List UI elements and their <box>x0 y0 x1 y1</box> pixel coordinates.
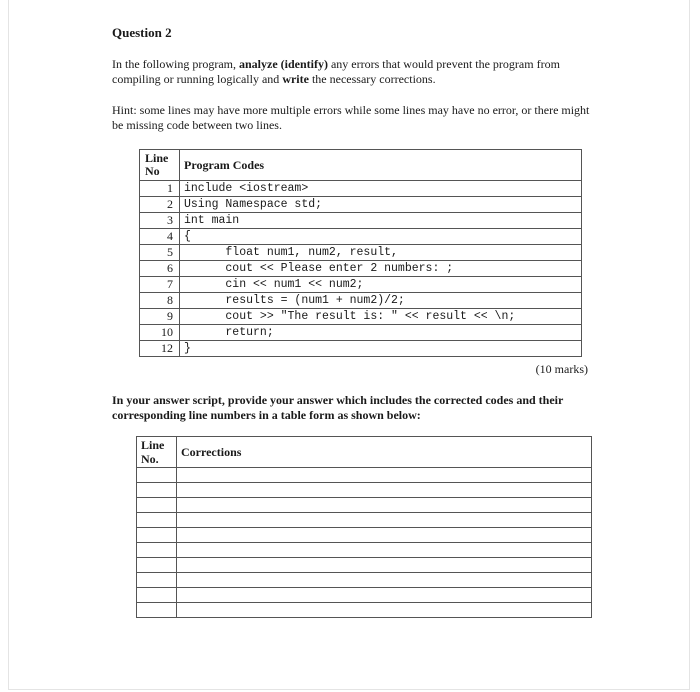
code-line: int main <box>180 213 582 229</box>
answer-line-cell <box>137 543 177 558</box>
answer-blank-row <box>137 528 592 543</box>
instr-write: write <box>282 72 309 86</box>
code-row <box>140 181 582 197</box>
line-number: 12 <box>140 341 180 357</box>
answer-blank-row <box>137 543 592 558</box>
code-row <box>140 229 582 245</box>
header-line-no: Line No. <box>137 437 177 468</box>
answer-line-cell <box>137 573 177 588</box>
code-table-header <box>140 150 582 181</box>
line-number: 8 <box>140 293 180 309</box>
answer-line-cell <box>137 603 177 618</box>
answer-correction-cell <box>177 603 592 618</box>
answer-blank-row <box>137 498 592 513</box>
answer-correction-cell <box>177 543 592 558</box>
answer-correction-cell <box>177 498 592 513</box>
code-row <box>140 245 582 261</box>
code-row <box>140 309 582 325</box>
instr-identify: (identify) <box>280 57 328 71</box>
program-code-table <box>139 149 582 357</box>
answer-line-cell <box>137 483 177 498</box>
code-line: results = (num1 + num2)/2; <box>180 293 582 309</box>
code-row <box>140 213 582 229</box>
header-program-codes: Program Codes <box>180 150 582 181</box>
code-row <box>140 293 582 309</box>
code-line: } <box>180 341 582 357</box>
instr-prefix: In the following program, <box>112 57 239 71</box>
code-row <box>140 325 582 341</box>
code-line: { <box>180 229 582 245</box>
code-row <box>140 261 582 277</box>
header-corrections: Corrections <box>177 437 592 468</box>
answer-blank-row <box>137 513 592 528</box>
code-line: cout >> "The result is: " << result << \n; <box>180 309 582 325</box>
answer-correction-cell <box>177 528 592 543</box>
answer-blank-row <box>137 588 592 603</box>
answer-correction-cell <box>177 483 592 498</box>
answer-blank-row <box>137 603 592 618</box>
answer-correction-cell <box>177 573 592 588</box>
instruction-paragraph <box>112 57 594 87</box>
marks-label: (10 marks) <box>535 362 588 376</box>
line-number: 9 <box>140 309 180 325</box>
answer-line-cell <box>137 513 177 528</box>
answer-correction-cell <box>177 468 592 483</box>
instr-suffix: the necessary corrections. <box>308 72 436 86</box>
instr-middle: any errors that would prevent the program from compiling or running logically and <box>112 57 560 86</box>
answer-table <box>136 436 592 618</box>
answer-blank-row <box>137 483 592 498</box>
answer-blank-row <box>137 573 592 588</box>
code-line: cin << num1 << num2; <box>180 277 582 293</box>
line-number: 7 <box>140 277 180 293</box>
line-number: 3 <box>140 213 180 229</box>
code-row <box>140 277 582 293</box>
answer-line-cell <box>137 528 177 543</box>
line-number: 6 <box>140 261 180 277</box>
code-line: Using Namespace std; <box>180 197 582 213</box>
line-number: 5 <box>140 245 180 261</box>
question-title: Question 2 <box>112 25 172 40</box>
answer-correction-cell <box>177 588 592 603</box>
answer-table-header <box>137 437 592 468</box>
answer-line-cell <box>137 558 177 573</box>
answer-line-cell <box>137 468 177 483</box>
answer-instruction: In your answer script, provide your answer which includes the corrected codes and their corresponding line numbers in a table form as shown below: <box>112 393 564 422</box>
instr-analyze: analyze <box>238 57 278 71</box>
line-number: 2 <box>140 197 180 213</box>
answer-blank-row <box>137 558 592 573</box>
code-line: include <iostream> <box>180 181 582 197</box>
line-number: 1 <box>140 181 180 197</box>
answer-correction-cell <box>177 558 592 573</box>
line-number: 4 <box>140 229 180 245</box>
header-line-no: Line No <box>140 150 180 181</box>
code-line: return; <box>180 325 582 341</box>
code-line: float num1, num2, result, <box>180 245 582 261</box>
line-number: 10 <box>140 325 180 341</box>
code-row <box>140 341 582 357</box>
code-row <box>140 197 582 213</box>
code-line: cout << Please enter 2 numbers: ; <box>180 261 582 277</box>
answer-line-cell <box>137 588 177 603</box>
answer-blank-row <box>137 468 592 483</box>
hint-paragraph: Hint: some lines may have more multiple errors while some lines may have no error, or there might be missing code between two lines. <box>112 103 590 132</box>
answer-line-cell <box>137 498 177 513</box>
answer-correction-cell <box>177 513 592 528</box>
